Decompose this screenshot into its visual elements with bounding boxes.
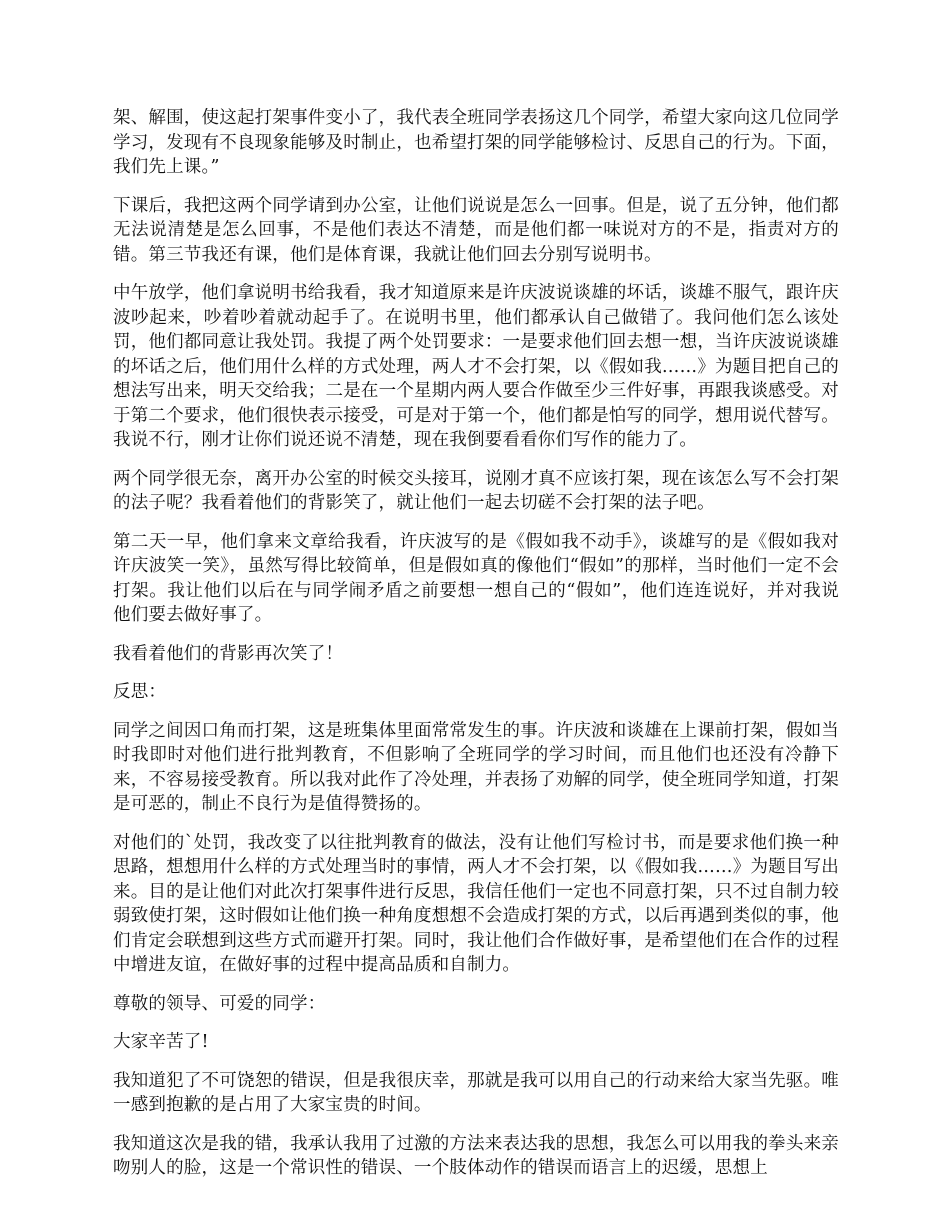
paragraph-7: 反思： [113, 682, 167, 702]
document-page [113, 106, 839, 1195]
paragraph-5: 第二天一早，他们拿来文章给我看，许庆波写的是《假如我不动手》，谈雄写的是《假如我对许庆波笑一笑》，虽然写得比较简单，但是假如真的像他们“假如”的那样，当时他们一定不会打架。我让他们以后在与同学闹矛盾之前要想一想自己的“假如”，他们连连说好，并对我说他们要去做好事了。 [113, 531, 839, 625]
paragraph-8: 同学之间因口角而打架，这是班集体里面常常发生的事。许庆波和谈雄在上课前打架，假如当时我即时对他们进行批判教育，不但影响了全班同学的学习时间，而且他们也还没有冷静下来，不容易接受教育。所以我对此作了冷处理，并表扬了劝解的同学，使全班同学知道，打架是可恶的，制止不良行为是值得赞扬的。 [113, 720, 839, 814]
paragraph-3: 中午放学，他们拿说明书给我看，我才知道原来是许庆波说谈雄的坏话，谈雄不服气，跟许庆波吵起来，吵着吵着就动起手了。在说明书里，他们都承认自己做错了。我问他们怎么该处罚，他们都同意让我处罚。我提了两个处罚要求：一是要求他们回去想一想，当许庆波说谈雄的坏话之后，他们用什么样的方式处理，两人才不会打架，以《假如我……》为题目把自己的想法写出来，明天交给我；二是在一个星期内两人要合作做至少三件好事，再跟我谈感受。对于第二个要求，他们很快表示接受，可是对于第一个，他们都是怕写的同学，想用说代替写。我说不行，刚才让你们说还说不清楚，现在我倒要看看你们写作的能力了。 [113, 283, 839, 450]
paragraph-12: 我知道犯了不可饶恕的错误，但是我很庆幸，那就是我可以用自己的行动来给大家当先驱。唯一感到抱歉的是占用了大家宝贵的时间。 [113, 1070, 839, 1115]
paragraph-13: 我知道这次是我的错，我承认我用了过激的方法来表达我的思想，我怎么可以用我的拳头来亲吻别人的脸，这是一个常识性的错误、一个肢体动作的错误而语言上的迟缓，思想上 [113, 1133, 839, 1178]
paragraph-2: 下课后，我把这两个同学请到办公室，让他们说说是怎么一回事。但是，说了五分钟，他们都无法说清楚是怎么回事，不是他们表达不清楚，而是他们都一味说对方的不是，指责对方的错。第三节我还有课，他们是体育课，我就让他们回去分别写说明书。 [113, 195, 839, 265]
paragraph-11: 大家辛苦了! [113, 1032, 209, 1052]
paragraph-4: 两个同学很无奈，离开办公室的时候交头接耳，说刚才真不应该打架，现在该怎么写不会打架的法子呢？我看着他们的背影笑了，就让他们一起去切磋不会打架的法子吧。 [113, 468, 839, 513]
paragraph-9: 对他们的`处罚，我改变了以往批判教育的做法，没有让他们写检讨书，而是要求他们换一种思路，想想用什么样的方式处理当时的事情，两人才不会打架，以《假如我……》为题目写出来。目的是让他们对此次打架事件进行反思，我信任他们一定也不同意打架，只不过自制力较弱致使打架，这时假如让他们换一种角度想想不会造成打架的方式，以后再遇到类似的事，他们肯定会联想到这些方式而避开打架。同时，我让他们合作做好事，是希望他们在合作的过程中增进友谊，在做好事的过程中提高品质和自制力。 [113, 832, 839, 975]
paragraph-1: 架、解围，使这起打架事件变小了，我代表全班同学表扬这几个同学，希望大家向这几位同学学习，发现有不良现象能够及时制止，也希望打架的同学能够检讨、反思自己的行为。下面，我们先上课。” [113, 108, 839, 177]
paragraph-10: 尊敬的领导、可爱的同学： [113, 993, 326, 1014]
paragraph-6: 我看着他们的背影再次笑了！ [113, 643, 344, 664]
